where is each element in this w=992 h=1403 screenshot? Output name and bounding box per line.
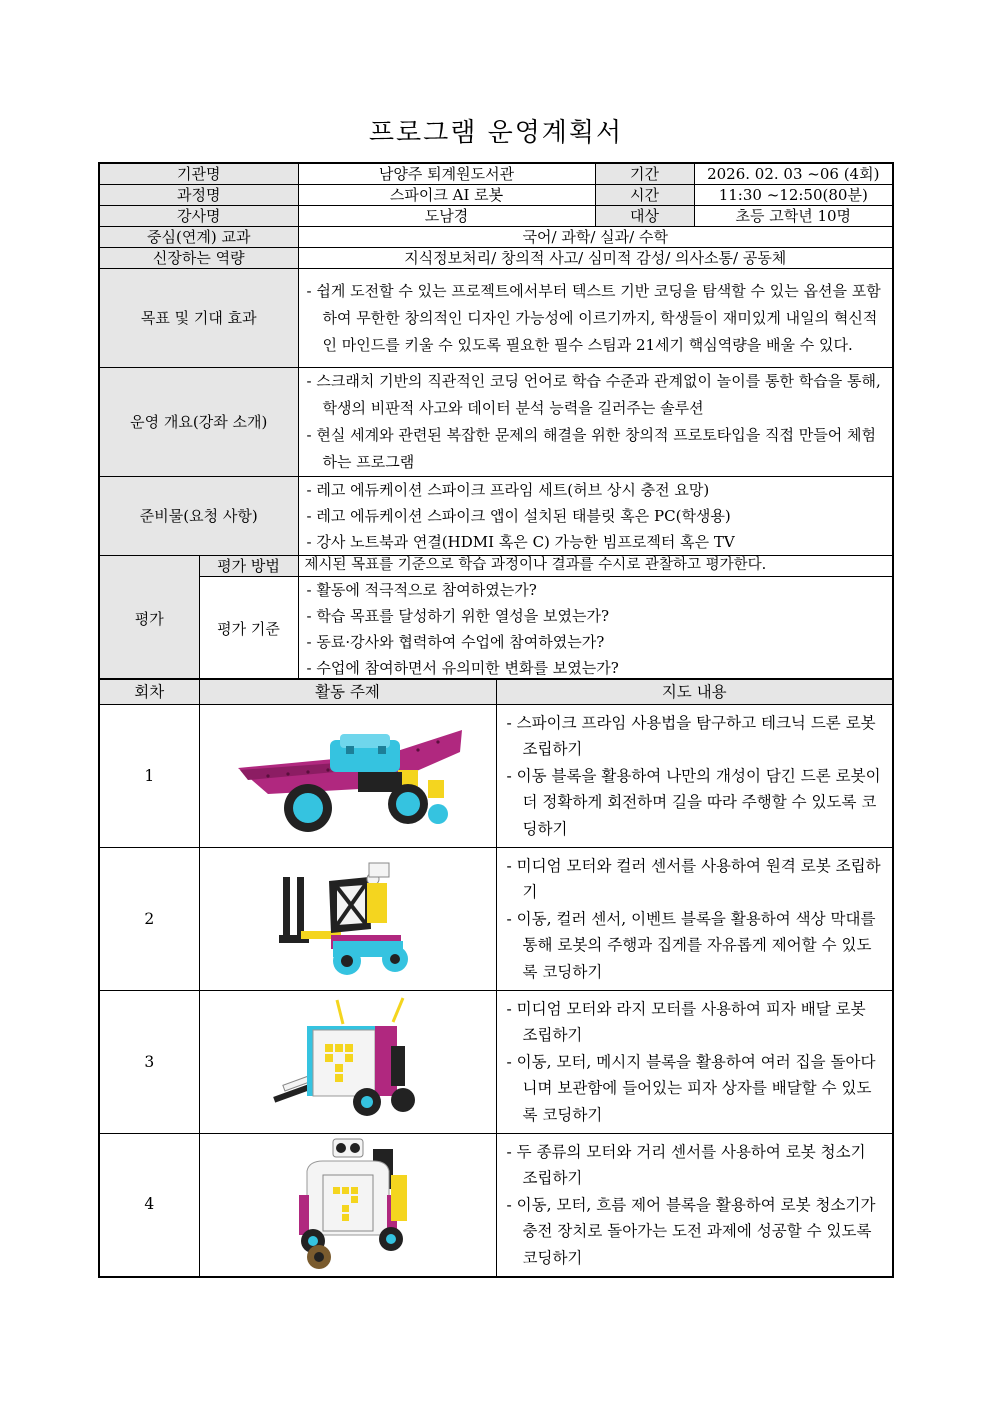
session-item: - 두 종류의 모터와 거리 센서를 사용하여 로봇 청소기 조립하기: [506, 1142, 866, 1187]
pizza-delivery-robot-image: [199, 991, 496, 1134]
session-content: [496, 991, 893, 1134]
overview-content: [298, 368, 893, 477]
header-session: 회차: [99, 679, 199, 705]
target-label: 대상: [595, 206, 694, 227]
eval-criteria-content: [298, 577, 893, 683]
session-item: - 미디엄 모터와 컬러 센서를 사용하여 원격 로봇 조립하기: [506, 856, 881, 902]
prep-label: 준비물(요청 사항): [99, 477, 298, 556]
goal-item: - 쉽게 도전할 수 있는 프로젝트에서부터 텍스트 기반 코딩을 탐색할 수 있는 옵션을 포함하여 무한한 창의적인 디자인 가능성에 이르기까지, 학생들이 재미있게 내일의 혁신적인 마인드를 키울 수 있도록 필요한 필수 스팀과 21세기 핵심역량을 배울 수 있다.: [306, 281, 881, 354]
drone-robot-image: [199, 705, 496, 848]
time-label: 시간: [595, 185, 694, 206]
target-value: 초등 고학년 10명: [694, 206, 893, 227]
session-item: - 이동, 컬러 센서, 이벤트 블록을 활용하여 색상 막대를 통해 로봇의 주행과 집게를 자유롭게 제어할 수 있도록 코딩하기: [506, 909, 876, 981]
eval-criteria-item: - 학습 목표를 달성하기 위한 열성을 보였는가?: [306, 607, 610, 625]
goal-content: [298, 269, 893, 368]
prep-content: [298, 477, 893, 556]
session-item: - 스파이크 프라임 사용법을 탐구하고 테크닉 드론 로봇 조립하기: [506, 713, 876, 759]
instructor-value: 도남경: [298, 206, 595, 227]
overview-label: 운영 개요(강좌 소개): [99, 368, 298, 477]
prep-item: - 레고 에듀케이션 스파이크 앱이 설치된 태블릿 혹은 PC(학생용): [306, 507, 731, 525]
prep-item: - 레고 에듀케이션 스파이크 프라임 세트(허브 상시 충전 요망): [306, 481, 710, 499]
session-item: - 이동, 모터, 흐름 제어 블록을 활용하여 로봇 청소기가 충전 장치로 돌아가는 도전 과제에 성공할 수 있도록 코딩하기: [506, 1195, 876, 1267]
schedule-table: [98, 678, 894, 1278]
session-number: 4: [99, 1134, 199, 1277]
instructor-label: 강사명: [99, 206, 298, 227]
prep-item: - 강사 노트북과 연결(HDMI 혹은 C) 가능한 빔프로젝터 혹은 TV: [306, 533, 735, 551]
session-item: - 이동, 모터, 메시지 블록을 활용하여 여러 집을 돌아다니며 보관함에 들어있는 피자 상자를 배달할 수 있도록 코딩하기: [506, 1052, 876, 1124]
eval-method-value: 제시된 목표를 기준으로 학습 과정이나 결과를 수시로 관찰하고 평가한다.: [298, 556, 893, 577]
session-content: [496, 848, 893, 991]
subject-label: 중심(연계) 교과: [99, 227, 298, 248]
competency-label: 신장하는 역량: [99, 248, 298, 269]
remote-robot-image: [199, 848, 496, 991]
session-item: - 미디엄 모터와 라지 모터를 사용하여 피자 배달 로봇 조립하기: [506, 999, 866, 1045]
course-label: 과정명: [99, 185, 298, 206]
overview-item: - 현실 세계와 관련된 복잡한 문제의 해결을 위한 창의적 프로토타입을 직접 만들어 체험하는 프로그램: [306, 426, 876, 471]
session-number: 1: [99, 705, 199, 848]
org-label: 기관명: [99, 163, 298, 185]
session-number: 2: [99, 848, 199, 991]
session-number: 3: [99, 991, 199, 1134]
session-item: - 이동 블록을 활용하여 나만의 개성이 담긴 드론 로봇이 더 정확하게 회전하며 길을 따라 주행할 수 있도록 코딩하기: [506, 766, 881, 838]
eval-method-label: 평가 방법: [199, 556, 298, 577]
info-table: [98, 162, 894, 683]
time-value: 11:30 ~12:50(80분): [694, 185, 893, 206]
eval-criteria-item: - 활동에 적극적으로 참여하였는가?: [306, 581, 537, 599]
header-content: 지도 내용: [496, 679, 893, 705]
session-content: [496, 1134, 893, 1277]
eval-label: 평가: [99, 556, 199, 683]
period-value: 2026. 02. 03 ~06 (4회): [694, 163, 893, 185]
subject-value: 국어/ 과학/ 실과/ 수학: [298, 227, 893, 248]
header-topic: 활동 주제: [199, 679, 496, 705]
org-value: 남양주 퇴계원도서관: [298, 163, 595, 185]
robot-vacuum-image: [199, 1134, 496, 1277]
session-content: [496, 705, 893, 848]
eval-criteria-label: 평가 기준: [199, 577, 298, 683]
goal-label: 목표 및 기대 효과: [99, 269, 298, 368]
eval-criteria-item: - 수업에 참여하면서 유의미한 변화를 보였는가?: [306, 659, 619, 677]
page-title: 프로그램 운영계획서: [368, 118, 624, 148]
competency-value: 지식정보처리/ 창의적 사고/ 심미적 감성/ 의사소통/ 공동체: [298, 248, 893, 269]
eval-criteria-item: - 동료·강사와 협력하여 수업에 참여하였는가?: [306, 633, 605, 651]
overview-item: - 스크래치 기반의 직관적인 코딩 언어로 학습 수준과 관계없이 놀이를 통한 학습을 통해, 학생의 비판적 사고와 데이터 분석 능력을 길러주는 솔루션: [306, 372, 881, 417]
course-value: 스파이크 AI 로봇: [298, 185, 595, 206]
period-label: 기간: [595, 163, 694, 185]
